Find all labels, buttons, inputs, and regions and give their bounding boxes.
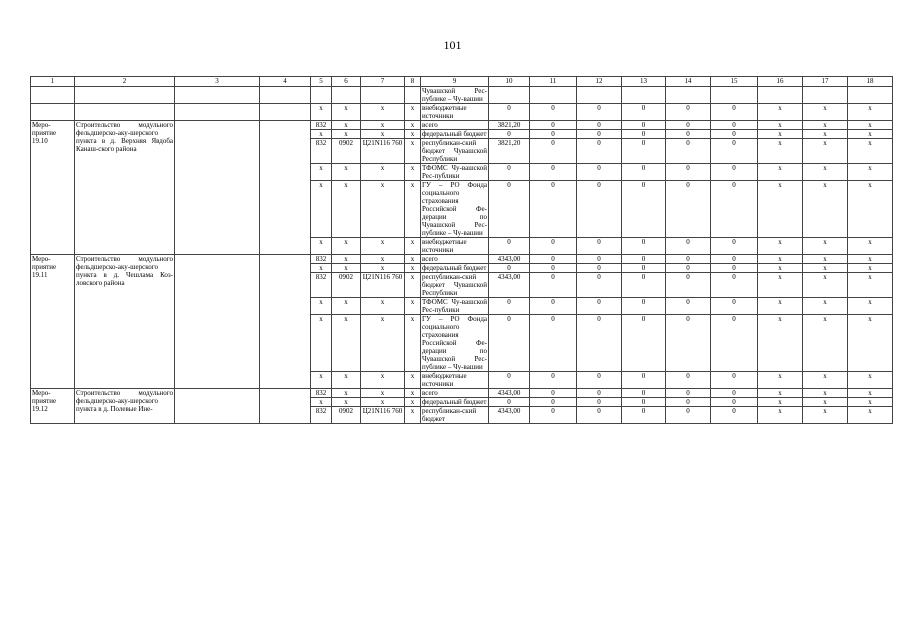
empty-cell: [260, 255, 311, 389]
table-cell: 0: [711, 264, 758, 273]
table-cell: 4343,00: [489, 389, 530, 398]
table-cell: 0: [530, 398, 577, 407]
table-cell: x: [848, 238, 893, 255]
table-cell: x: [405, 104, 421, 121]
table-cell: 0: [489, 130, 530, 139]
table-cell: 0: [577, 398, 622, 407]
table-cell: 832: [311, 389, 332, 398]
table-cell: x: [848, 181, 893, 238]
table-cell: [489, 87, 530, 104]
table-cell: ГУ – РО Фонда социального страхования Российской Фе-дерации по Чувашской Рес-публике – Чу-вашии: [422, 181, 487, 237]
table-cell: Ц21N116 760: [361, 407, 405, 424]
table-cell: 0: [711, 130, 758, 139]
table-cell: 0: [577, 104, 622, 121]
table-cell: x: [405, 121, 421, 130]
table-cell: 0: [530, 104, 577, 121]
table-cell: 0: [622, 298, 666, 315]
table-cell: 0: [622, 389, 666, 398]
header-cell: 1: [31, 77, 75, 87]
table-cell: [75, 87, 175, 104]
table-cell: x: [758, 104, 803, 121]
table-cell: x: [848, 104, 893, 121]
table-cell: 832: [311, 273, 332, 298]
header-row: [31, 77, 893, 87]
header-cell: 11: [530, 77, 577, 87]
table-cell: 0: [622, 238, 666, 255]
table-cell: 0: [489, 298, 530, 315]
table-cell: x: [803, 398, 848, 407]
table-cell: x: [758, 164, 803, 181]
empty-cell: [260, 389, 311, 424]
table-cell: x: [803, 389, 848, 398]
event-name: Меро-приятие 19.11: [31, 255, 75, 389]
table-cell: x: [848, 121, 893, 130]
table-cell: x: [803, 121, 848, 130]
table-cell: 3821,20: [489, 139, 530, 164]
table-cell: 0: [530, 255, 577, 264]
table-cell: 0902: [332, 407, 361, 424]
event-description: Строительство модульного фельдшерско-аку-шерского пункта в д. Чешлама Коз-ловского района: [75, 255, 175, 389]
table-cell: 0: [530, 389, 577, 398]
table-cell: 4343,00: [489, 407, 530, 424]
header-cell: 10: [489, 77, 530, 87]
table-cell: ТФОМС Чу-вашской Рес-публики: [422, 164, 487, 180]
table-cell: x: [803, 407, 848, 424]
table-cell: 0: [666, 255, 711, 264]
empty-cell: [175, 121, 260, 255]
table-cell: x: [803, 181, 848, 238]
table-cell: 0: [577, 298, 622, 315]
table-cell: 0: [489, 398, 530, 407]
table-cell: 0: [711, 121, 758, 130]
table-cell: x: [332, 121, 361, 130]
table-cell: 3821,20: [489, 121, 530, 130]
table-cell: 0: [530, 298, 577, 315]
table-cell: всего: [421, 121, 489, 130]
table-cell: 0: [711, 238, 758, 255]
table-cell: [758, 87, 803, 104]
table-cell: 0: [577, 372, 622, 389]
table-cell: x: [332, 164, 361, 181]
table-cell: x: [361, 264, 405, 273]
table-cell: 0: [666, 164, 711, 181]
table-cell: 0: [577, 389, 622, 398]
table-cell: 0: [622, 264, 666, 273]
table-cell: x: [758, 121, 803, 130]
table-cell: x: [803, 264, 848, 273]
table-cell: x: [311, 398, 332, 407]
table-cell: x: [332, 398, 361, 407]
table-cell: федеральный бюджет: [421, 264, 489, 273]
table-cell: x: [332, 298, 361, 315]
table-cell: 0902: [332, 139, 361, 164]
table-cell: 0: [530, 130, 577, 139]
budget-table: [30, 76, 893, 424]
header-cell: 8: [405, 77, 421, 87]
table-cell: x: [361, 315, 405, 372]
table-cell: [260, 104, 311, 121]
table-cell: 0: [577, 121, 622, 130]
table-cell: 0: [711, 181, 758, 238]
table-cell: 0: [530, 264, 577, 273]
table-cell: 0: [489, 104, 530, 121]
table-cell: x: [758, 298, 803, 315]
table-cell: x: [405, 130, 421, 139]
table-row: [31, 389, 893, 398]
table-cell: 0902: [332, 273, 361, 298]
table-cell: x: [405, 273, 421, 298]
table-cell: x: [758, 389, 803, 398]
event-description: Строительство модульного фельдшерско-аку-шерского пункта в д. Полевые Ине-: [75, 389, 175, 424]
table-cell: x: [758, 372, 803, 389]
table-cell: [803, 87, 848, 104]
table-cell: 0: [622, 273, 666, 298]
table-cell: x: [758, 407, 803, 424]
table-cell: 0: [666, 407, 711, 424]
header-cell: 16: [758, 77, 803, 87]
table-cell: x: [803, 130, 848, 139]
table-cell: 0: [666, 264, 711, 273]
table-cell: 0: [622, 407, 666, 424]
empty-cell: [175, 389, 260, 424]
header-cell: 9: [421, 77, 489, 87]
empty-cell: [175, 255, 260, 389]
table-cell: 0: [530, 181, 577, 238]
table-cell: x: [311, 315, 332, 372]
table-cell: 0: [530, 407, 577, 424]
table-cell: 0: [711, 315, 758, 372]
table-cell: 0: [577, 255, 622, 264]
table-cell: 0: [577, 407, 622, 424]
table-cell: 0: [711, 389, 758, 398]
table-cell: 0: [489, 181, 530, 238]
table-cell: x: [848, 264, 893, 273]
table-cell: x: [803, 104, 848, 121]
table-cell: 0: [622, 372, 666, 389]
table-cell: x: [848, 372, 893, 389]
table-cell: 0: [530, 139, 577, 164]
table-cell: x: [803, 372, 848, 389]
table-cell: x: [405, 315, 421, 372]
table-row: [31, 87, 893, 104]
table-cell: x: [405, 139, 421, 164]
table-cell: 0: [530, 164, 577, 181]
table-cell: 0: [711, 255, 758, 264]
table-row: [31, 104, 893, 121]
table-cell: x: [361, 389, 405, 398]
table-cell: 0: [622, 130, 666, 139]
table-cell: x: [758, 181, 803, 238]
table-cell: x: [361, 121, 405, 130]
table-cell: 0: [711, 407, 758, 424]
table-cell: 0: [577, 139, 622, 164]
header-cell: 12: [577, 77, 622, 87]
table-cell: 4343,00: [489, 273, 530, 298]
table-cell: 0: [577, 273, 622, 298]
table-cell: x: [758, 315, 803, 372]
table-cell: x: [848, 164, 893, 181]
table-cell: x: [361, 298, 405, 315]
table-cell: x: [758, 139, 803, 164]
table-cell: 0: [666, 121, 711, 130]
table-cell: x: [361, 398, 405, 407]
table-cell: x: [758, 238, 803, 255]
table-cell: x: [758, 398, 803, 407]
table-cell: x: [311, 181, 332, 238]
table-cell: всего: [421, 255, 489, 264]
table-cell: x: [361, 255, 405, 264]
header-cell: 6: [332, 77, 361, 87]
table-cell: 0: [622, 398, 666, 407]
table-cell: ГУ – РО Фонда социального страхования Российской Фе-дерации по Чувашской Рес-публике – Чу-вашии: [422, 315, 487, 371]
table-cell: 832: [311, 121, 332, 130]
table-cell: [848, 87, 893, 104]
event-name: Меро-приятие 19.12: [31, 389, 75, 424]
table-cell: x: [311, 298, 332, 315]
table-cell: 0: [666, 372, 711, 389]
table-cell: 0: [666, 389, 711, 398]
table-cell: [332, 87, 361, 104]
table-cell: x: [803, 255, 848, 264]
table-cell: x: [361, 181, 405, 238]
table-cell: 0: [711, 139, 758, 164]
table-cell: федеральный бюджет: [421, 398, 489, 407]
table-cell: 0: [666, 104, 711, 121]
table-cell: 832: [311, 407, 332, 424]
header-cell: 4: [260, 77, 311, 87]
table-cell: x: [803, 139, 848, 164]
header-cell: 15: [711, 77, 758, 87]
table-cell: x: [405, 181, 421, 238]
table-cell: [711, 87, 758, 104]
table-cell: x: [311, 130, 332, 139]
table-cell: [622, 87, 666, 104]
table-cell: 0: [666, 298, 711, 315]
table-cell: 0: [666, 238, 711, 255]
table-cell: x: [332, 104, 361, 121]
table-cell: 832: [311, 139, 332, 164]
table-cell: 0: [577, 130, 622, 139]
table-cell: x: [848, 315, 893, 372]
table-cell: 0: [489, 264, 530, 273]
header-cell: 7: [361, 77, 405, 87]
table-cell: [31, 87, 75, 104]
table-cell: 0: [666, 130, 711, 139]
table-cell: x: [361, 104, 405, 121]
table-cell: 0: [666, 181, 711, 238]
table-cell: x: [758, 264, 803, 273]
table-cell: [175, 104, 260, 121]
table-cell: 0: [577, 264, 622, 273]
table-cell: x: [848, 298, 893, 315]
table-cell: внебюджетные источники: [421, 238, 489, 255]
table-cell: 0: [622, 121, 666, 130]
table-cell: x: [848, 389, 893, 398]
table-cell: 0: [711, 164, 758, 181]
table-cell: Ц21N116 760: [361, 273, 405, 298]
table-cell: x: [848, 255, 893, 264]
table-cell: 4343,00: [489, 255, 530, 264]
table-cell: x: [405, 389, 421, 398]
table-cell: x: [332, 181, 361, 238]
table-cell: федеральный бюджет: [421, 130, 489, 139]
table-cell: [666, 87, 711, 104]
table-cell: 0: [530, 315, 577, 372]
table-cell: x: [332, 315, 361, 372]
table-cell: 0: [711, 273, 758, 298]
table-cell: x: [803, 164, 848, 181]
header-cell: 18: [848, 77, 893, 87]
table-cell: x: [361, 164, 405, 181]
header-cell: 3: [175, 77, 260, 87]
table-cell: x: [405, 164, 421, 181]
table-cell: 0: [489, 315, 530, 372]
header-cell: 13: [622, 77, 666, 87]
table-cell: [577, 87, 622, 104]
table-cell: [260, 87, 311, 104]
table-cell: Чувашской Рес-публике – Чу-вашии: [422, 87, 487, 103]
table-cell: 0: [489, 164, 530, 181]
table-cell: [361, 87, 405, 104]
table-cell: [75, 104, 175, 121]
table-cell: 0: [711, 372, 758, 389]
table-cell: 0: [622, 164, 666, 181]
table-cell: x: [848, 407, 893, 424]
table-cell: 0: [666, 273, 711, 298]
table-cell: 0: [577, 238, 622, 255]
table-cell: [311, 87, 332, 104]
page-number: 101: [443, 38, 462, 52]
table-cell: 0: [530, 121, 577, 130]
table-cell: x: [405, 398, 421, 407]
table-cell: x: [405, 255, 421, 264]
table-cell: 0: [577, 315, 622, 372]
table-cell: x: [361, 238, 405, 255]
table-cell: 0: [711, 104, 758, 121]
table-cell: республикан-ский бюджет Чувашской Республики: [422, 139, 487, 163]
table-cell: x: [311, 264, 332, 273]
table-cell: x: [311, 238, 332, 255]
table-cell: 0: [489, 238, 530, 255]
table-cell: 0: [530, 273, 577, 298]
table-cell: [405, 87, 421, 104]
table-cell: 0: [622, 315, 666, 372]
header-cell: 2: [75, 77, 175, 87]
table-cell: x: [405, 372, 421, 389]
table-cell: республикан-ский бюджет Чувашской Республики: [422, 273, 487, 297]
table-cell: 0: [577, 181, 622, 238]
table-cell: внебюджетные источники: [421, 104, 489, 121]
table-cell: x: [332, 372, 361, 389]
table-cell: [31, 104, 75, 121]
table-cell: x: [758, 130, 803, 139]
empty-cell: [260, 121, 311, 255]
table-cell: x: [848, 139, 893, 164]
table-cell: x: [803, 238, 848, 255]
table-cell: 0: [666, 398, 711, 407]
table-cell: x: [332, 238, 361, 255]
table-cell: x: [361, 130, 405, 139]
table-cell: x: [758, 255, 803, 264]
header-cell: 5: [311, 77, 332, 87]
table-cell: x: [803, 315, 848, 372]
header-cell: 14: [666, 77, 711, 87]
table-cell: 0: [489, 372, 530, 389]
table-cell: x: [311, 372, 332, 389]
table-cell: x: [405, 264, 421, 273]
header-cell: 17: [803, 77, 848, 87]
table-row: [31, 121, 893, 130]
table-cell: [530, 87, 577, 104]
table-cell: x: [332, 130, 361, 139]
table-cell: x: [848, 398, 893, 407]
event-name: Меро-приятие 19.10: [31, 121, 75, 255]
table-cell: x: [332, 264, 361, 273]
table-cell: 0: [666, 315, 711, 372]
table-cell: 0: [666, 139, 711, 164]
table-cell: x: [332, 255, 361, 264]
table-cell: x: [758, 273, 803, 298]
table-cell: всего: [421, 389, 489, 398]
table-cell: x: [311, 104, 332, 121]
table-cell: Ц21N116 760: [361, 139, 405, 164]
table-cell: 0: [622, 255, 666, 264]
table-cell: 0: [577, 164, 622, 181]
table-cell: 832: [311, 255, 332, 264]
table-cell: x: [311, 164, 332, 181]
table-cell: 0: [530, 238, 577, 255]
table-cell: внебюджетные источники: [421, 372, 489, 389]
table-cell: x: [848, 273, 893, 298]
table-cell: x: [405, 238, 421, 255]
table-cell: x: [803, 298, 848, 315]
table-cell: x: [405, 298, 421, 315]
table-cell: x: [332, 389, 361, 398]
table-cell: 0: [711, 298, 758, 315]
table-cell: [175, 87, 260, 104]
table-cell: x: [405, 407, 421, 424]
event-description: Строительство модульного фельдшерско-аку-шерского пункта в д. Верхняя Явдоба Канаш-ского района: [75, 121, 175, 255]
table-cell: 0: [622, 181, 666, 238]
table-cell: x: [803, 273, 848, 298]
table-cell: ТФОМС Чу-вашской Рес-публики: [422, 298, 487, 314]
table-cell: 0: [622, 139, 666, 164]
table-cell: 0: [711, 398, 758, 407]
table-cell: x: [361, 372, 405, 389]
table-row: [31, 255, 893, 264]
table-cell: республикан-ский бюджет: [421, 407, 489, 424]
table-cell: 0: [530, 372, 577, 389]
table-cell: x: [848, 130, 893, 139]
table-cell: 0: [622, 104, 666, 121]
